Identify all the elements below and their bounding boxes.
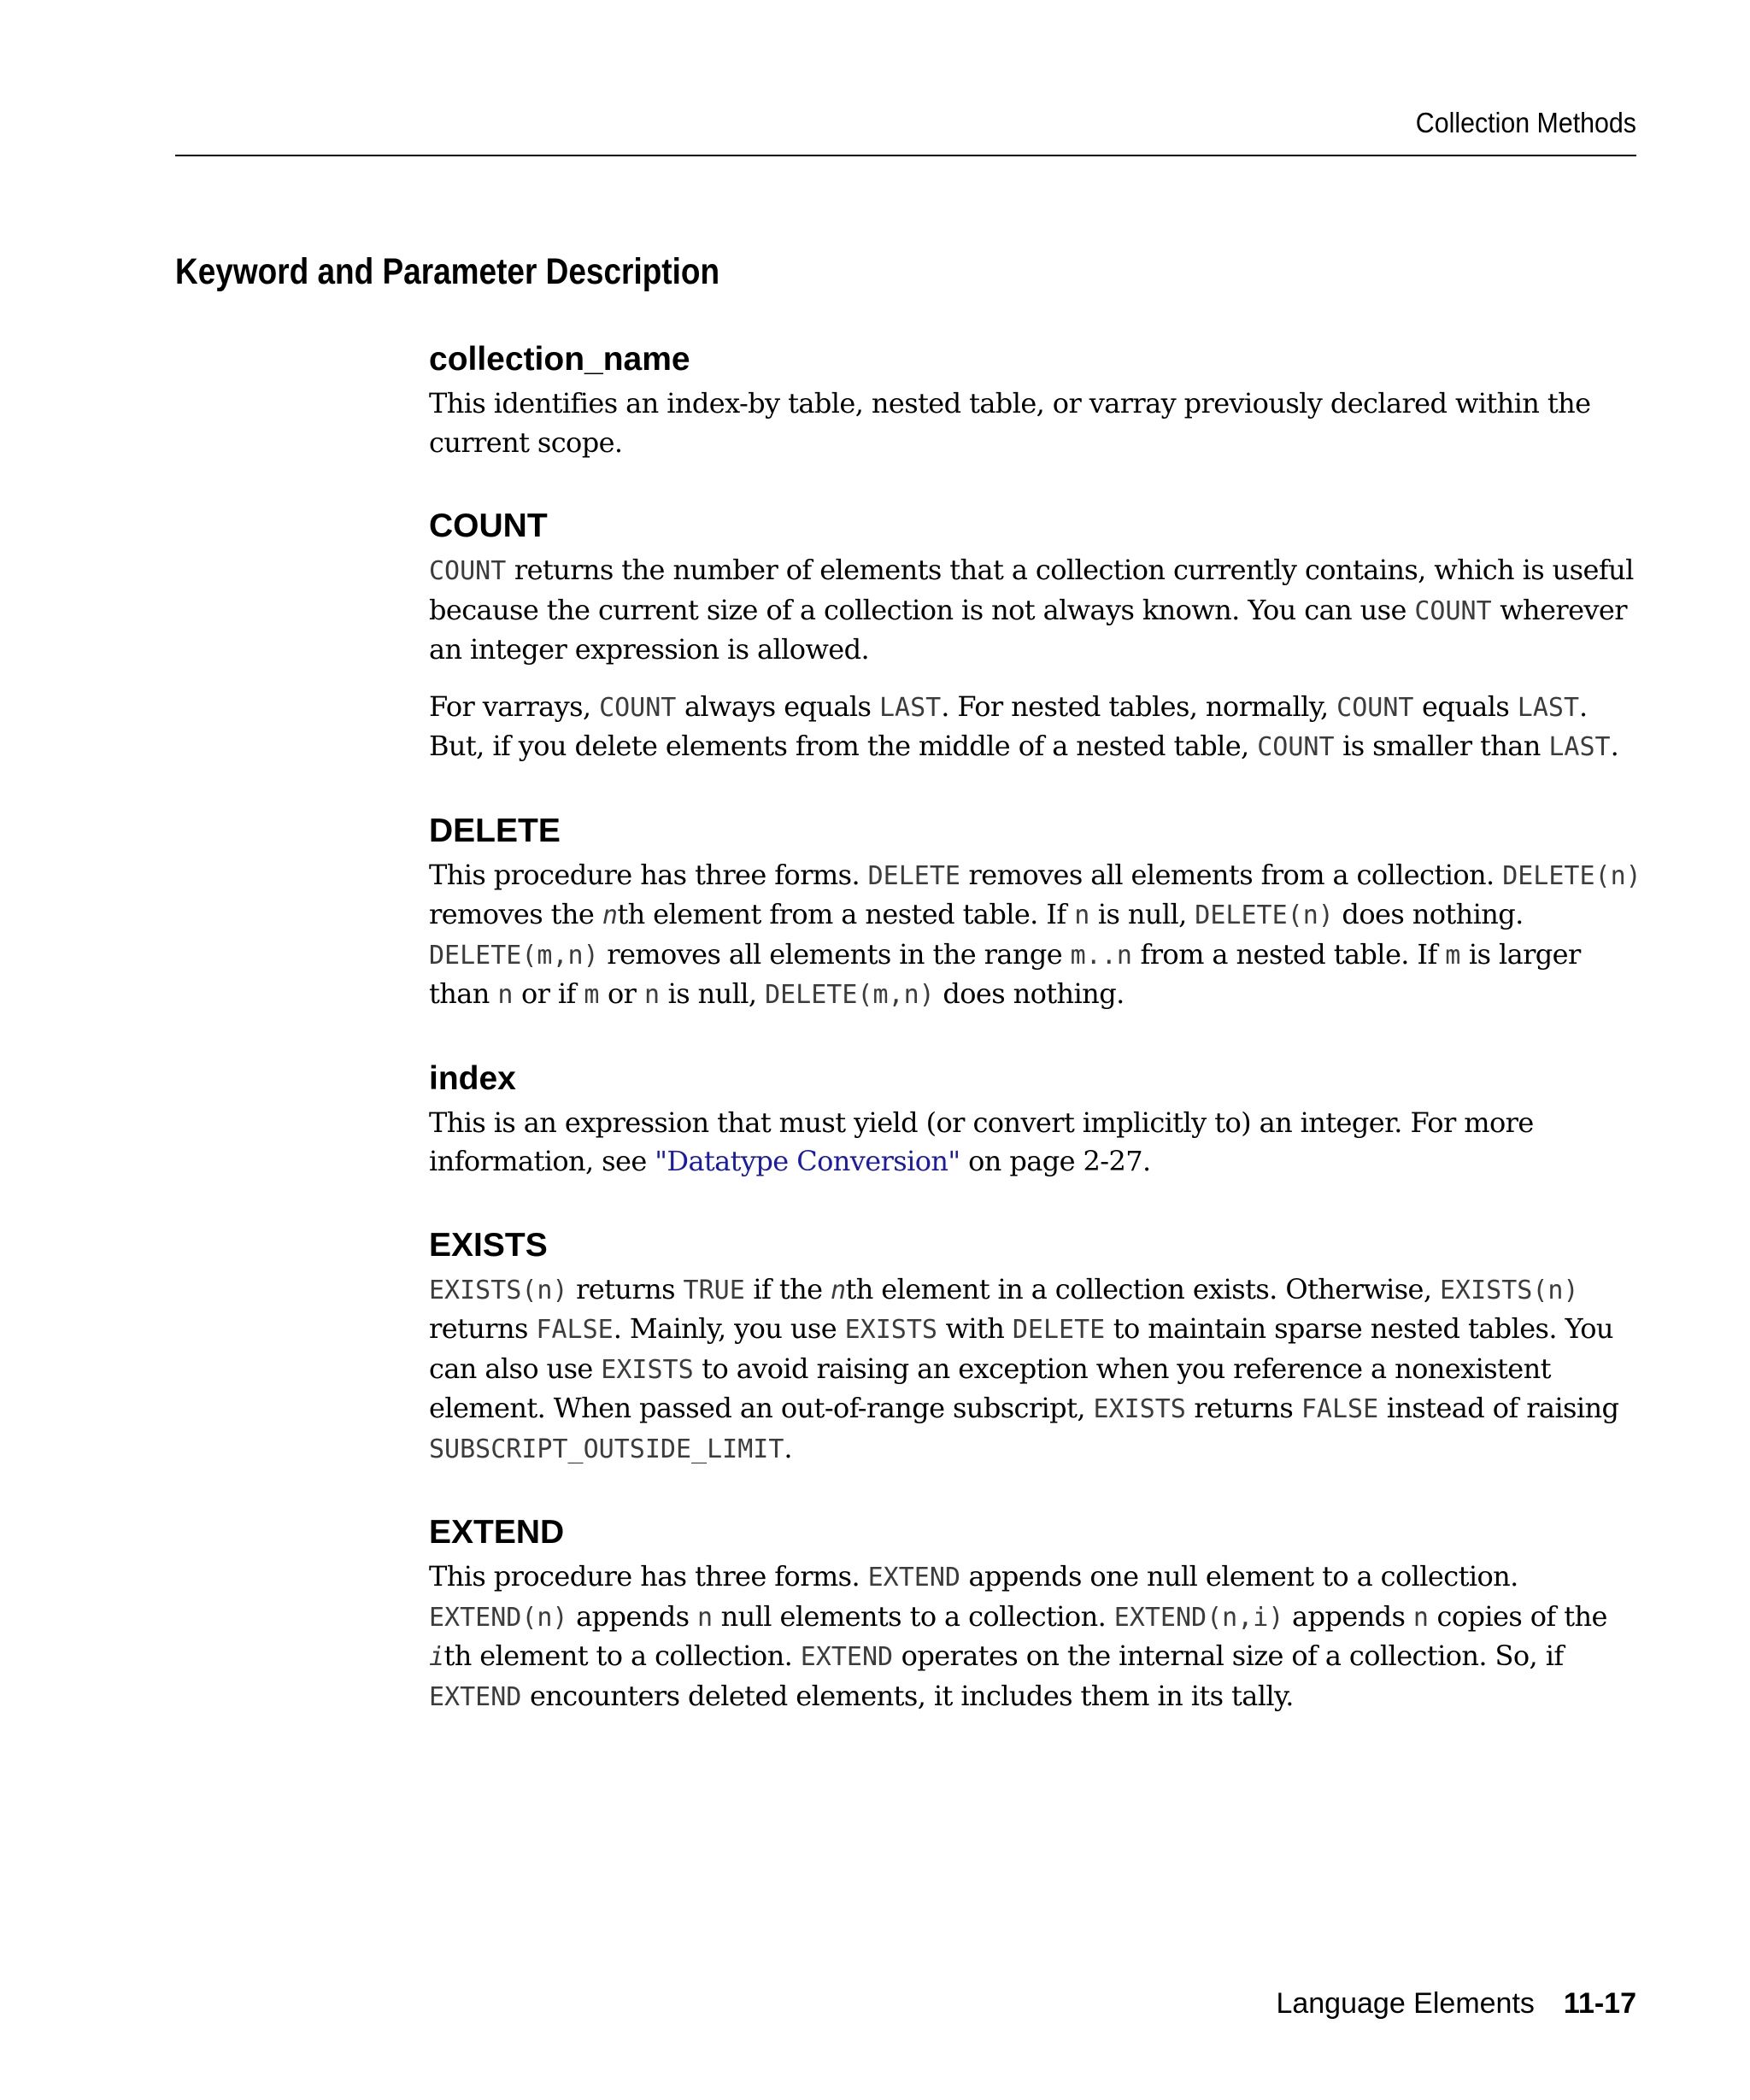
inline-code: COUNT <box>429 556 507 586</box>
inline-code: DELETE(n) <box>1195 900 1334 930</box>
collection-name-description: This identifies an index-by table, nested table, or varray previously declared within the current scope. <box>429 387 1591 459</box>
inline-code: EXISTS <box>601 1354 694 1385</box>
inline-code: DELETE <box>867 860 960 891</box>
inline-code: DELETE <box>1012 1315 1106 1345</box>
inline-code: EXISTS <box>1093 1394 1186 1424</box>
count-description-2: For varrays, COUNT always equals LAST. For nested tables, normally, COUNT equals LAST. But, if you delete elements from the middle of a nested table, COUNT is smaller than LAST. <box>429 689 1619 762</box>
inline-code: EXTEND(n,i) <box>1113 1602 1284 1633</box>
inline-code: m <box>584 980 600 1010</box>
term-exists: EXISTS <box>429 1226 548 1264</box>
inline-code: DELETE(m,n) <box>765 980 935 1010</box>
inline-code: FALSE <box>536 1315 614 1345</box>
count-description-1: COUNT returns the number of elements that a collection currently contains, which is useful because the current size of a collection is not always known. You can use COUNT wherever an integer expression is allowed. <box>429 554 1634 666</box>
entry-exists <box>429 1224 1642 1469</box>
inline-code: m <box>1445 940 1461 971</box>
term-index: index <box>429 1059 516 1097</box>
inline-code: COUNT <box>1336 692 1414 723</box>
inline-code: n <box>1074 900 1090 930</box>
footer-chapter: Language Elements <box>1276 1987 1535 2020</box>
inline-code: TRUE <box>683 1275 745 1305</box>
datatype-conversion-link[interactable]: "Datatype Conversion" <box>655 1145 960 1177</box>
inline-code: DELETE(n) <box>1502 860 1641 891</box>
italic-variable: n <box>831 1275 846 1305</box>
inline-code: EXTEND <box>429 1681 522 1712</box>
page-number: 11-17 <box>1563 1987 1636 2020</box>
inline-code: COUNT <box>599 692 677 723</box>
inline-code: LAST <box>1517 692 1580 723</box>
term-count: COUNT <box>429 507 548 544</box>
inline-code: n <box>643 980 661 1010</box>
term-extend: EXTEND <box>429 1514 565 1551</box>
inline-code: EXISTS(n) <box>1440 1275 1579 1305</box>
inline-code: m..n <box>1070 940 1132 971</box>
inline-code: EXTEND(n) <box>429 1602 568 1633</box>
inline-code: DELETE(m,n) <box>429 940 599 971</box>
inline-code: EXTEND <box>867 1563 960 1593</box>
inline-code: n <box>697 1602 714 1633</box>
page-footer <box>1276 1985 1636 2022</box>
extend-description: This procedure has three forms. EXTEND appends one null element to a collection. EXTEND(n) appends n null elements to a collection. EXTEND(n,i) appends n copies of the ith element to a collection. EXTEND operates on the internal size of a collection. So, if EXTEND encounters deleted elements, it includes them in its tally. <box>429 1560 1607 1712</box>
italic-variable: i <box>429 1642 444 1672</box>
inline-code: COUNT <box>1257 732 1335 762</box>
header-rule <box>175 155 1636 156</box>
entry-collection-name <box>429 338 1642 462</box>
index-description: This is an expression that must yield (or convert implicitly to) an integer. For more information, see "Datatype Conversion" on page 2-27. <box>429 1106 1534 1177</box>
inline-code: COUNT <box>1414 595 1492 626</box>
inline-code: LAST <box>878 692 942 723</box>
inline-code: SUBSCRIPT_OUTSIDE_LIMIT <box>429 1434 784 1464</box>
inline-code: EXTEND <box>800 1642 894 1672</box>
italic-variable: n <box>602 900 618 930</box>
inline-code: LAST <box>1548 732 1611 762</box>
entry-index <box>429 1058 1642 1182</box>
term-delete: DELETE <box>429 812 561 849</box>
running-header: Collection Methods <box>1415 107 1636 138</box>
inline-code: EXISTS <box>844 1315 937 1345</box>
entry-extend <box>429 1511 1642 1716</box>
term-collection-name: collection_name <box>429 341 690 378</box>
entry-count <box>429 505 1642 767</box>
exists-description: EXISTS(n) returns TRUE if the nth element in a collection exists. Otherwise, EXISTS(n) returns FALSE. Mainly, you use EXISTS with DELETE to maintain sparse nested tables. You can also use EXISTS to avoid raising an exception when you reference a nonexistent element. When passed an out-of-range subscript, EXISTS returns FALSE instead of raising SUBSCRIPT_OUTSIDE_LIMIT. <box>429 1272 1619 1464</box>
delete-description: This procedure has three forms. DELETE removes all elements from a collection. DELETE(n) removes the nth element from a nested table. If n is null, DELETE(n) does nothing. DELETE(m,n) removes all elements in the range m..n from a nested table. If m is larger than n or if m or n is null, DELETE(m,n) does nothing. <box>429 858 1641 1010</box>
entry-delete <box>429 810 1642 1015</box>
section-heading: Keyword and Parameter Description <box>175 251 720 292</box>
inline-code: FALSE <box>1301 1394 1379 1424</box>
inline-code: EXISTS(n) <box>429 1275 568 1305</box>
inline-code: n <box>497 980 514 1010</box>
inline-code: n <box>1412 1602 1429 1633</box>
parameter-list <box>429 338 1642 1759</box>
